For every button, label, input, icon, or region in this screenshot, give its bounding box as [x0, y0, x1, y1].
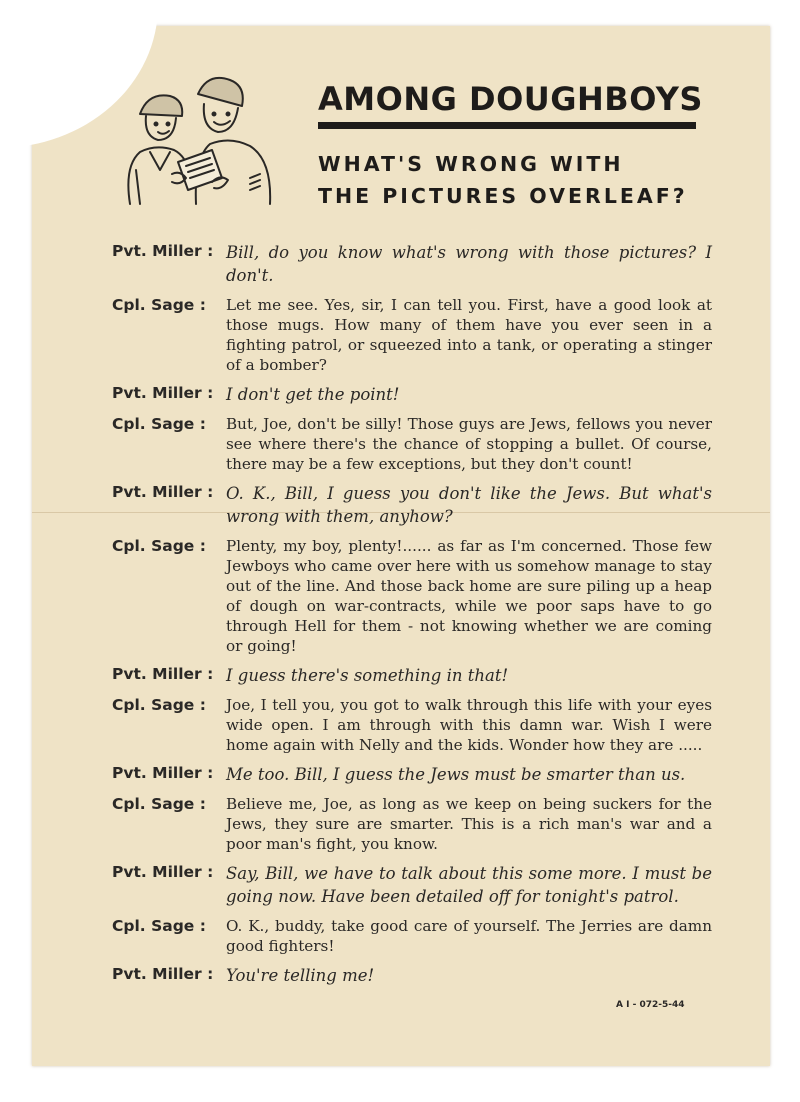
- speech-text: O. K., Bill, I guess you don't like the Jews. But what's wrong with them, anyhow?: [226, 484, 712, 526]
- speaker-label: Pvt. Miller :: [112, 863, 214, 881]
- two-soldiers-reading-icon: [100, 74, 280, 210]
- speech-text: Let me see. Yes, sir, I can tell you. First, have a good look at those mugs. How many of them have you ever seen in a fighting patrol, or squeezed into a tank, or operating a stinger of a bomber?: [226, 296, 712, 374]
- dialogue-line: [112, 482, 712, 528]
- subtitle-line: WHAT'S WRONG WITH: [318, 152, 624, 176]
- dialogue-line: [112, 241, 712, 287]
- speech-text: Believe me, Joe, as long as we keep on being suckers for the Jews, they sure are smarter. This is a rich man's war and a poor man's fight, you know.: [226, 795, 712, 853]
- speaker-label: Cpl. Sage :: [112, 917, 206, 935]
- subtitle-line: THE PICTURES OVERLEAF?: [318, 184, 688, 208]
- speaker-label: Pvt. Miller :: [112, 483, 214, 501]
- speech-text: Plenty, my boy, plenty!...... as far as I'm concerned. Those few Jewboys who came over here with us somehow manage to stay out of the line. And those back home are sure piling up a heap of dough on war-contracts, while we poor saps have to go through Hell for them - not knowing whether we are coming or going!: [226, 537, 712, 655]
- print-code: A I - 072-5-44: [616, 1000, 685, 1010]
- speaker-label: Cpl. Sage :: [112, 795, 206, 813]
- speech-text: Joe, I tell you, you got to walk through this life with your eyes wide open. I am through with this damn war. Wish I were home again with Nelly and the kids. Wonder how they are .....: [226, 696, 712, 754]
- speech-text: I don't get the point!: [226, 385, 400, 404]
- speaker-label: Pvt. Miller :: [112, 764, 214, 782]
- speaker-label: Pvt. Miller :: [112, 965, 214, 983]
- dialogue-line: [112, 536, 712, 656]
- dialogue-line: [112, 414, 712, 474]
- speech-text: I guess there's something in that!: [226, 666, 509, 685]
- speaker-label: Pvt. Miller :: [112, 384, 214, 402]
- dialogue-line: [112, 383, 712, 406]
- dialogue-line: [112, 664, 712, 687]
- speech-text: You're telling me!: [226, 966, 375, 985]
- speech-text: But, Joe, don't be silly! Those guys are Jews, fellows you never see where there's the chance of stopping a bullet. Of course, there may be a few exceptions, but they don't count!: [226, 415, 712, 473]
- speaker-label: Cpl. Sage :: [112, 696, 206, 714]
- speaker-label: Cpl. Sage :: [112, 537, 206, 555]
- dialogue: [112, 241, 712, 995]
- speaker-label: Cpl. Sage :: [112, 415, 206, 433]
- speech-text: Say, Bill, we have to talk about this some more. I must be going now. Have been detailed off for tonight's patrol.: [226, 864, 712, 906]
- dialogue-line: [112, 763, 712, 786]
- dialogue-line: [112, 695, 712, 755]
- dialogue-line: [112, 964, 712, 987]
- page-title: AMONG DOUGHBOYS: [318, 80, 703, 118]
- title-underline: [318, 122, 696, 129]
- dialogue-line: [112, 295, 712, 375]
- speaker-label: Pvt. Miller :: [112, 242, 214, 260]
- speaker-label: Pvt. Miller :: [112, 665, 214, 683]
- dialogue-line: [112, 916, 712, 956]
- dialogue-line: [112, 862, 712, 908]
- dialogue-line: [112, 794, 712, 854]
- speech-text: Me too. Bill, I guess the Jews must be smarter than us.: [226, 765, 686, 784]
- speech-text: O. K., buddy, take good care of yourself. The Jerries are damn good fighters!: [226, 917, 712, 955]
- speech-text: Bill, do you know what's wrong with those pictures? I don't.: [226, 243, 712, 285]
- page-subtitle: [318, 148, 708, 212]
- speaker-label: Cpl. Sage :: [112, 296, 206, 314]
